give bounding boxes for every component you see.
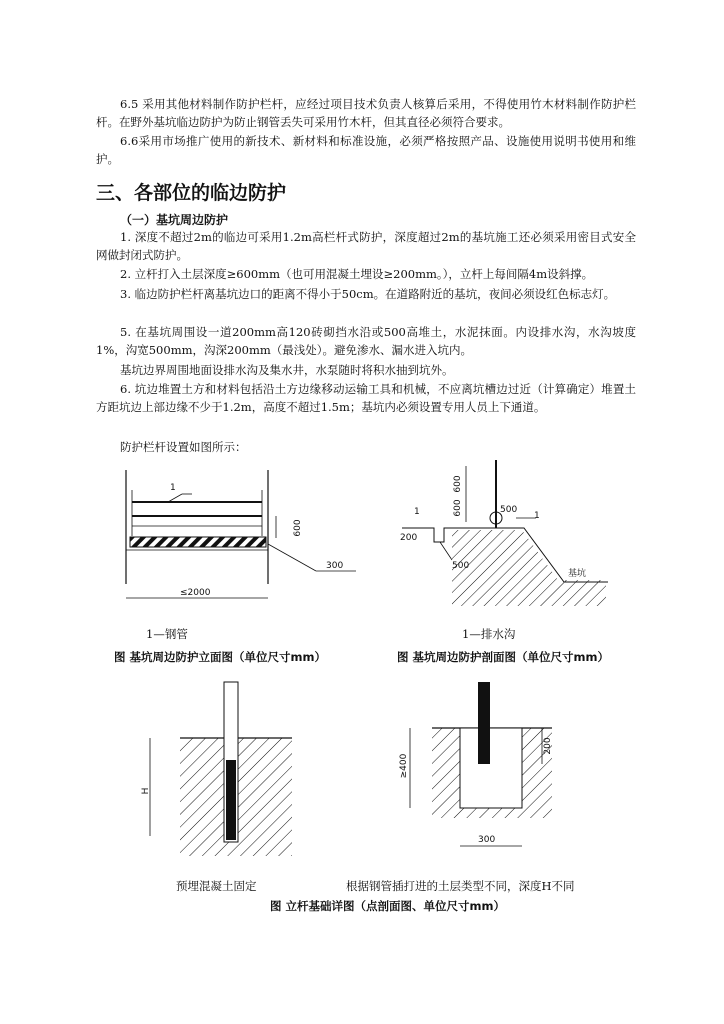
section-caption: 图 基坑周边防护剖面图（单位尺寸mm） (397, 650, 609, 664)
item-1: 1. 深度不超过2m的临边可采用1.2m高栏杆式防护，深度超过2m的基坑施工还必须采用密目式安全网做封闭式防护。 (96, 230, 636, 262)
section-legend: 1—排水沟 (462, 627, 516, 641)
post-embedded-note: 预埋混凝土固定 (176, 879, 257, 893)
item-3: 3. 临边防护栏杆离基坑边口的距离不得小于50cm。在道路附近的基坑，夜间必须设红色标志灯。 (120, 287, 616, 301)
section-drawing (396, 456, 616, 616)
section-dim-500a: 500 (500, 505, 518, 515)
elevation-label-1: 1 (170, 483, 176, 493)
post-embedded-drawing (140, 676, 300, 866)
elevation-legend: 1—钢管 (146, 627, 188, 641)
section-dim-600a: 600 (453, 475, 463, 493)
post-trench-note: 根据钢管插打进的土层类型不同，深度H不同 (346, 879, 575, 893)
elevation-dim-2000: ≤2000 (180, 588, 211, 598)
trench-dim-400: ≥400 (399, 753, 409, 779)
section-label-1: 1 (534, 511, 540, 521)
subsection-title: （一）基坑周边防护 (120, 213, 229, 227)
item-5: 5. 在基坑周围设一道200mm高120砖砌挡水沿或500高堆土，水泥抹面。内设排水沟，水沟坡度1%，沟宽500mm，沟深200mm（最浅处）。避免渗水、漏水进入坑内。 (96, 325, 636, 357)
section-dim-600b: 600 (453, 499, 463, 517)
elevation-caption: 图 基坑周边防护立面图（单位尺寸mm） (114, 650, 326, 664)
post-trench-drawing (392, 676, 572, 866)
section-title: 三、各部位的临边防护 (96, 182, 287, 204)
elevation-drawing (110, 466, 370, 616)
section-pit-label: 基坑 (568, 569, 587, 579)
item-figure-intro: 防护栏杆设置如图所示： (120, 440, 247, 454)
item-6: 6. 坑边堆置土方和材料包括沿土方边缘移动运输工具和机械，不应离坑槽边过近（计算确定）堆置土方距坑边上部边缘不少于1.2m，高度不超过1.5m；基坑内必须设置专用人员上下通道。 (96, 382, 636, 414)
section-dim-200: 200 (400, 533, 418, 543)
trench-dim-200: 200 (543, 737, 553, 755)
paragraph-6-5: 6.5 采用其他材料制作防护栏杆，应经过项目技术负责人核算后采用，不得使用竹木材料制作防护栏杆。在野外基坑临边防护为防止钢管丢失可采用竹木杆，但其直径必须符合要求。 (96, 97, 636, 129)
paragraph-6-6: 6.6采用市场推广使用的新技术、新材料和标准设施，必须严格按照产品、设施使用说明书使用和维护。 (96, 134, 636, 166)
section-dim-500b: 500 (452, 561, 470, 571)
item-2: 2. 立杆打入土层深度≥600mm（也可用混凝土埋设≥200mm。），立杆上每间隔4m设斜撑。 (120, 267, 594, 281)
elevation-dim-600: 600 (293, 519, 303, 537)
foundation-caption: 图 立杆基础详图（点剖面图、单位尺寸mm） (270, 899, 505, 913)
post-dim-H: H (141, 787, 151, 795)
section-label-1: 1 (414, 507, 420, 517)
elevation-dim-300: 300 (326, 561, 344, 571)
trench-dim-300: 300 (478, 835, 496, 845)
item-drainage: 基坑边界周围地面设排水沟及集水井，水泵随时将积水抽到坑外。 (120, 363, 454, 377)
